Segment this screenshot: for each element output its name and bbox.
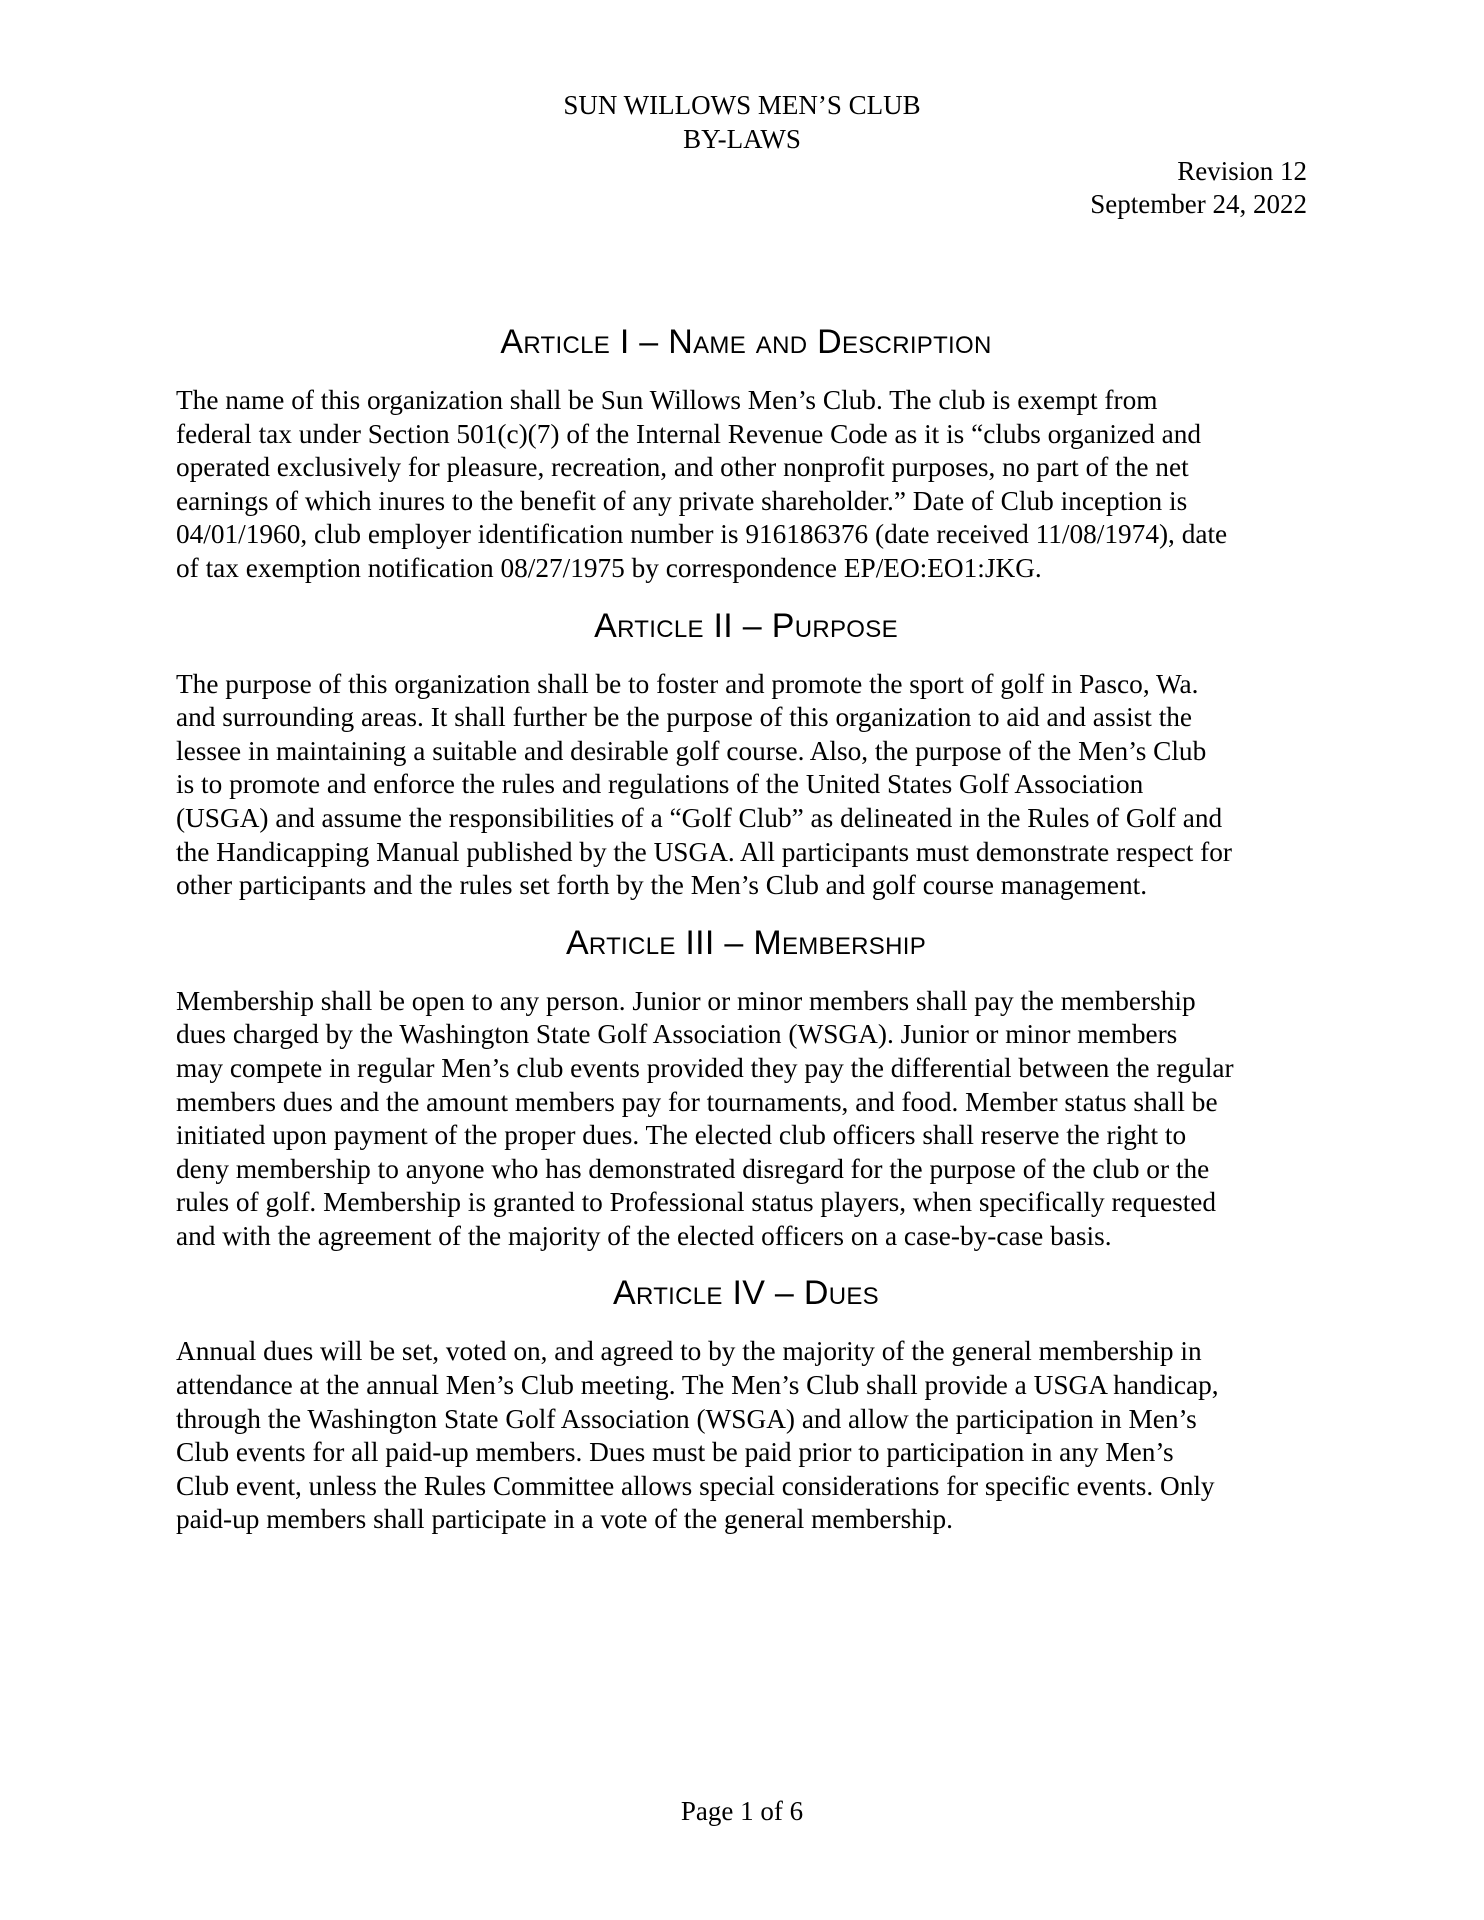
revision-block <box>1090 155 1307 221</box>
article-heading: Article III – Membership <box>565 923 927 962</box>
article-2 <box>176 602 1316 903</box>
document-header <box>0 88 1484 156</box>
article-heading: Article IV – Dues <box>613 1274 879 1313</box>
page-footer <box>0 1794 1484 1828</box>
article-paragraph: The purpose of this organization shall be to foster and promote the sport of golf in Pasco, Wa. and surrounding areas. It shall further be the purpose of this organization to aid and assist the lessee in maintaining a suitable and desirable golf course. Also, the purpose of the Men’s Club is to promote and enforce the rules and regulations of the United States Golf Association (USGA) and assume the responsibilities of a “Golf Club” as delineated in the Rules of Golf and the Handicapping Manual published by the USGA. All participants must demonstrate respect for other participants and the rules set forth by the Men’s Club and golf course management. <box>176 668 1233 901</box>
article-paragraph: Annual dues will be set, voted on, and agreed to by the majority of the general membership in attendance at the annual Men’s Club meeting. The Men’s Club shall provide a USGA handicap, through the Washington State Golf Association (WSGA) and allow the participation in Men’s Club events for all paid-up members. Dues must be paid prior to participation in any Men’s Club event, unless the Rules Committee allows special considerations for specific events. Only paid-up members shall participate in a vote of the general membership. <box>176 1336 1219 1535</box>
article-paragraph: The name of this organization shall be Sun Willows Men’s Club. The club is exempt from federal tax under Section 501(c)(7) of the Internal Revenue Code as it is “clubs organized and operated exclusively for pleasure, recreation, and other nonprofit purposes, no part of the net earnings of which inures to the benefit of any private shareholder.” Date of Club inception is 04/01/1960, club employer identification number is 916186376 (date received 11/08/1974), date of tax exemption notification 08/27/1975 by correspondence EP/EO:EO1:JKG. <box>176 385 1228 583</box>
revision-date: September 24, 2022 <box>1090 189 1307 219</box>
article-3 <box>176 919 1316 1254</box>
article-paragraph: Membership shall be open to any person. Junior or minor members shall pay the membership dues charged by the Washington State Golf Association (WSGA). Junior or minor members may compete in regular Men’s club events provided they pay the differential between the regular members dues and the amount members pay for tournaments, and food. Member status shall be initiated upon payment of the proper dues. The elected club officers shall reserve the right to deny membership to anyone who has demonstrated disregard for the purpose of the club or the rules of golf. Membership is granted to Professional status players, when specifically requested and with the agreement of the majority of the elected officers on a case-by-case basis. <box>176 985 1234 1251</box>
article-heading: Article I – Name and Description <box>500 323 992 361</box>
article-4 <box>176 1269 1316 1537</box>
revision-number: Revision 12 <box>1177 156 1307 186</box>
document-body <box>176 318 1316 1537</box>
document-type: BY-LAWS <box>683 124 801 154</box>
club-name: SUN WILLOWS MEN’S CLUB <box>563 90 921 120</box>
page-number: Page 1 of 6 <box>680 1796 804 1826</box>
article-1 <box>176 318 1316 586</box>
article-heading: Article II – Purpose <box>594 606 898 645</box>
